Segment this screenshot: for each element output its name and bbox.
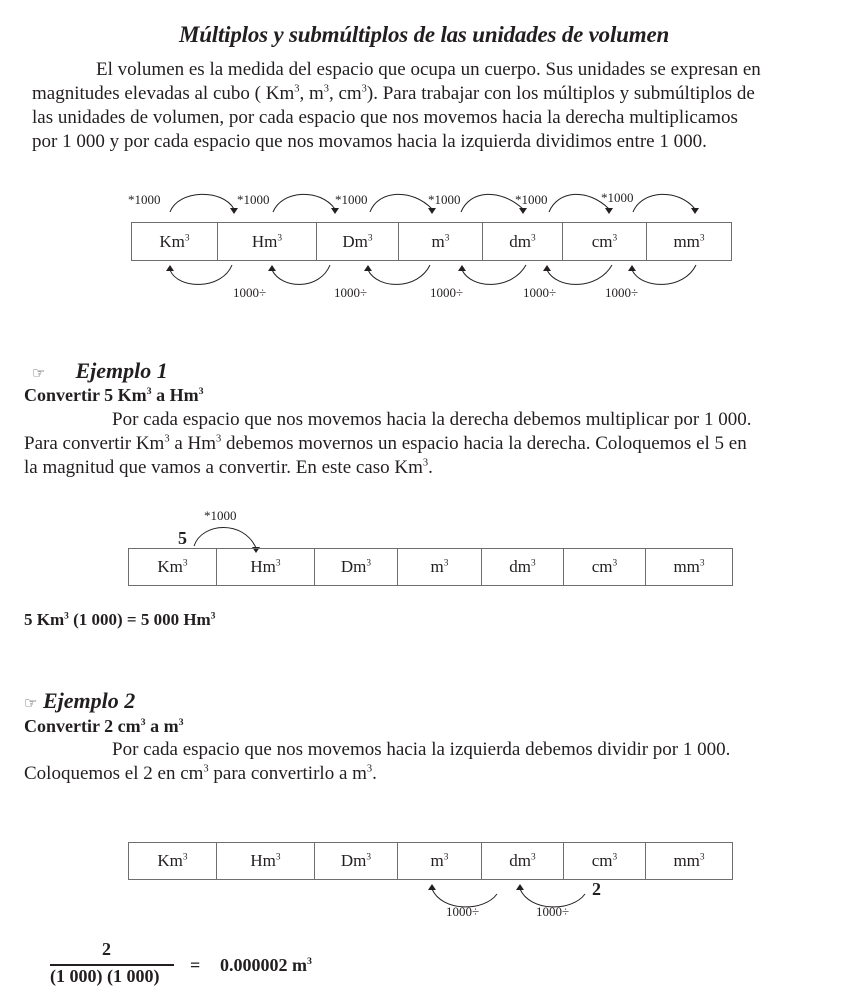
unit-cell-mm3: $mm^3$ bbox=[646, 843, 733, 880]
divide-label: 1000÷ bbox=[233, 285, 267, 300]
unit-cell-cm3: $cm^3$ bbox=[564, 843, 646, 880]
start-value: 2 bbox=[592, 879, 601, 899]
units-table bbox=[128, 548, 733, 586]
fraction-denominator: (1 000) (1 000) bbox=[50, 966, 160, 986]
multiply-label: *1000 bbox=[601, 190, 634, 205]
fraction-result: 0.000002 $m^3$ bbox=[220, 955, 312, 975]
unit-cell-dm3-deca: Dm$^3$ bbox=[315, 843, 398, 880]
divide-arrow bbox=[166, 265, 232, 284]
multiply-arrow bbox=[170, 194, 238, 214]
unit-cell-m3: $m^3$ bbox=[399, 223, 483, 261]
multiply-label: *1000 bbox=[204, 508, 237, 523]
fraction-numerator: 2 bbox=[102, 939, 111, 959]
multiply-arrow bbox=[273, 194, 339, 214]
unit-cell-m3: $m^3$ bbox=[398, 843, 482, 880]
example-2-heading: ☞ Ejemplo 2 bbox=[24, 688, 136, 713]
multiply-arrow bbox=[633, 194, 699, 214]
unit-cell-mm3: $mm^3$ bbox=[646, 549, 733, 586]
intro-paragraph: El volumen es la medida del espacio que ocupa un cuerpo. Sus unidades se expresan en magnitudes elevadas al cubo ( Km$^3$, $m^3$, $cm^3$). Para trabajar con los múltiplos y submúltiplos de las unidades de volumen, por cada espacio que nos movemos hacia la derecha multiplicamos por 1 000 y por cada espacio que nos movamos hacia la izquierda dividimos entre 1 000. bbox=[32, 59, 761, 152]
divide-arrow bbox=[458, 265, 526, 284]
multiply-label: *1000 bbox=[428, 192, 461, 207]
unit-cell-km3: Km$^3$ bbox=[132, 223, 218, 261]
equals-sign: = bbox=[190, 955, 201, 975]
divide-arrow bbox=[628, 265, 696, 284]
divide-label: 1000÷ bbox=[536, 904, 570, 919]
divide-label: 1000÷ bbox=[430, 285, 464, 300]
divide-arrow bbox=[364, 265, 430, 284]
unit-cell-hm3: Hm$^3$ bbox=[217, 843, 315, 880]
example-1-result: 5 Km$^3$ (1 000) = 5 000 Hm$^3$ bbox=[24, 610, 216, 629]
example-2-subheading: Convertir 2 $cm^3$ a $m^3$ bbox=[24, 716, 184, 736]
unit-cell-km3: Km$^3$ bbox=[129, 549, 217, 586]
unit-cell-hm3: Hm$^3$ bbox=[218, 223, 317, 261]
divide-arrow bbox=[543, 265, 612, 284]
unit-cell-mm3: $mm^3$ bbox=[647, 223, 732, 261]
divide-arrow bbox=[268, 265, 330, 284]
multiply-label: *1000 bbox=[128, 192, 161, 207]
pointing-hand-icon: ☞ bbox=[32, 366, 46, 382]
divide-label: 1000÷ bbox=[605, 285, 639, 300]
example-2-paragraph: Por cada espacio que nos movemos hacia la izquierda debemos dividir por 1 000. Coloquemos el 2 en $cm^3$ para convertirlo a $m^3$. bbox=[24, 739, 731, 784]
example-1-paragraph: Por cada espacio que nos movemos hacia la derecha debemos multiplicar por 1 000. Para convertir Km$^3$ a Hm$^3$ debemos movernos un espacio hacia la derecha. Coloquemos el 5 en la magnitud que vamos a convertir. En este caso Km$^3$. bbox=[24, 409, 752, 478]
multiply-label: *1000 bbox=[335, 192, 368, 207]
multiply-arrow bbox=[370, 194, 436, 214]
unit-cell-hm3: Hm$^3$ bbox=[217, 549, 315, 586]
unit-cell-dm3: $dm^3$ bbox=[482, 843, 564, 880]
divide-label: 1000÷ bbox=[523, 285, 557, 300]
unit-cell-km3: Km$^3$ bbox=[129, 843, 217, 880]
divide-label: 1000÷ bbox=[446, 904, 480, 919]
unit-cell-m3: $m^3$ bbox=[398, 549, 482, 586]
multiply-label: *1000 bbox=[515, 192, 548, 207]
unit-cell-cm3: $cm^3$ bbox=[563, 223, 647, 261]
unit-cell-dm3-deca: Dm$^3$ bbox=[315, 549, 398, 586]
unit-cell-dm3: $dm^3$ bbox=[483, 223, 563, 261]
unit-cell-cm3: $cm^3$ bbox=[564, 549, 646, 586]
divide-label: 1000÷ bbox=[334, 285, 368, 300]
unit-cell-dm3: $dm^3$ bbox=[482, 549, 564, 586]
page-title: Múltiplos y submúltiplos de las unidades de volumen bbox=[178, 22, 670, 47]
example-1-subheading: Convertir 5 Km$^3$ a Hm$^3$ bbox=[24, 385, 204, 405]
multiply-label: *1000 bbox=[237, 192, 270, 207]
units-table bbox=[128, 842, 733, 880]
start-value: 5 bbox=[178, 528, 187, 548]
pointing-hand-icon: ☞ bbox=[24, 696, 38, 712]
unit-cell-dm3-deca: Dm$^3$ bbox=[317, 223, 399, 261]
example-1-heading: ☞ Ejemplo 1 bbox=[32, 358, 168, 383]
